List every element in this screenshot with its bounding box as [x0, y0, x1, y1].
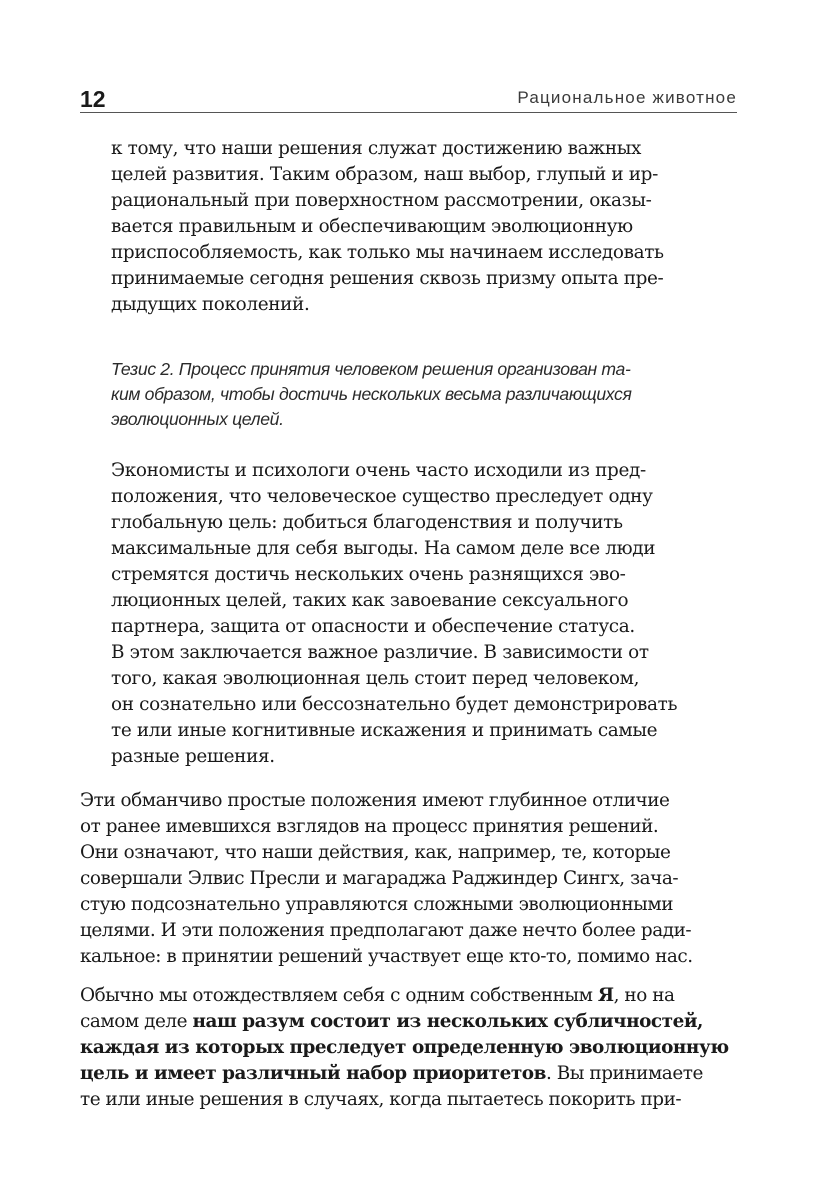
thesis-2	[111, 357, 707, 432]
text-line: рациональный при поверхностном рассмотрении, оказы-	[111, 190, 652, 211]
text-line	[80, 1035, 737, 1061]
text-line	[80, 1061, 737, 1087]
running-header	[80, 84, 737, 114]
thesis-line: эволюционных целей.	[111, 409, 284, 429]
paragraph-1	[111, 136, 707, 318]
text-line: целями. И эти положения предполагают даже нечто более ради-	[80, 920, 692, 941]
text-line: Эти обманчиво простые положения имеют глубинное отличие	[80, 790, 670, 811]
bold-run: цель и имеет различный набор приоритетов	[80, 1063, 546, 1084]
text-line	[80, 983, 737, 1009]
text-line: от ранее имевшихся взглядов на процесс принятия решений.	[80, 816, 659, 837]
paragraph-4	[80, 983, 737, 1113]
text-line: приспособляемость, как только мы начинаем исследовать	[111, 242, 664, 263]
text-run: Обычно мы отождествляем себя с одним собственным	[80, 985, 598, 1006]
bold-run: наш разум состоит из нескольких субличностей,	[192, 1011, 703, 1032]
header-divider	[80, 112, 737, 113]
text-line: стую подсознательно управляются сложными эволюционными	[80, 894, 674, 915]
text-line: положения, что человеческое существо преследует одну	[111, 486, 653, 507]
text-run: . Вы принимаете	[545, 1063, 703, 1084]
text-line: стремятся достичь нескольких очень разнящихся эво-	[111, 564, 626, 585]
text-line: максимальные для себя выгоды. На самом деле все люди	[111, 538, 656, 559]
text-line: люционных целей, таких как завоевание сексуального	[111, 590, 629, 611]
text-line: глобальную цель: добиться благоденствия и получить	[111, 512, 623, 533]
text-run: самом деле	[80, 1011, 193, 1032]
text-line: целей развития. Таким образом, наш выбор, глупый и ир-	[111, 164, 658, 185]
text-line: дыдущих поколений.	[111, 294, 310, 315]
text-line: принимаемые сегодня решения сквозь призму опыта пре-	[111, 268, 664, 289]
text-line: разные решения.	[111, 746, 275, 767]
text-line: В этом заключается важное различие. В зависимости от	[111, 642, 649, 663]
paragraph-3	[80, 788, 737, 970]
text-line: кальное: в принятии решений участвует еще кто-то, помимо нас.	[80, 946, 693, 967]
text-line	[80, 1009, 737, 1035]
text-line: Экономисты и психологи очень часто исходили из пред-	[111, 460, 646, 481]
text-line: Они означают, что наши действия, как, например, те, которые	[80, 842, 671, 863]
text-line: вается правильным и обеспечивающим эволюционную	[111, 216, 633, 237]
text-line: те или иные когнитивные искажения и принимать самые	[111, 720, 658, 741]
text-line: того, какая эволюционная цель стоит перед человеком,	[111, 668, 640, 689]
text-line: он сознательно или бессознательно будет демонстрировать	[111, 694, 678, 715]
thesis-line: Тезис 2. Процесс принятия человеком решения организован та-	[111, 359, 631, 379]
bold-run: Я	[597, 985, 614, 1006]
text-line: совершали Элвис Пресли и магараджа Раджиндер Сингх, зача-	[80, 868, 679, 889]
thesis-line: ким образом, чтобы достичь нескольких весьма различающихся	[111, 384, 632, 404]
paragraph-2	[111, 458, 707, 770]
text-line: к тому, что наши решения служат достижению важных	[111, 138, 642, 159]
text-run: , но на	[613, 985, 675, 1006]
page-number: 12	[80, 86, 106, 112]
book-title: Рациональное животное	[517, 88, 737, 107]
bold-run: каждая из которых преследует определенную эволюционную	[80, 1037, 729, 1058]
text-line: партнера, защита от опасности и обеспечение статуса.	[111, 616, 635, 637]
text-line: те или иные решения в случаях, когда пытаетесь покорить при-	[80, 1089, 682, 1110]
